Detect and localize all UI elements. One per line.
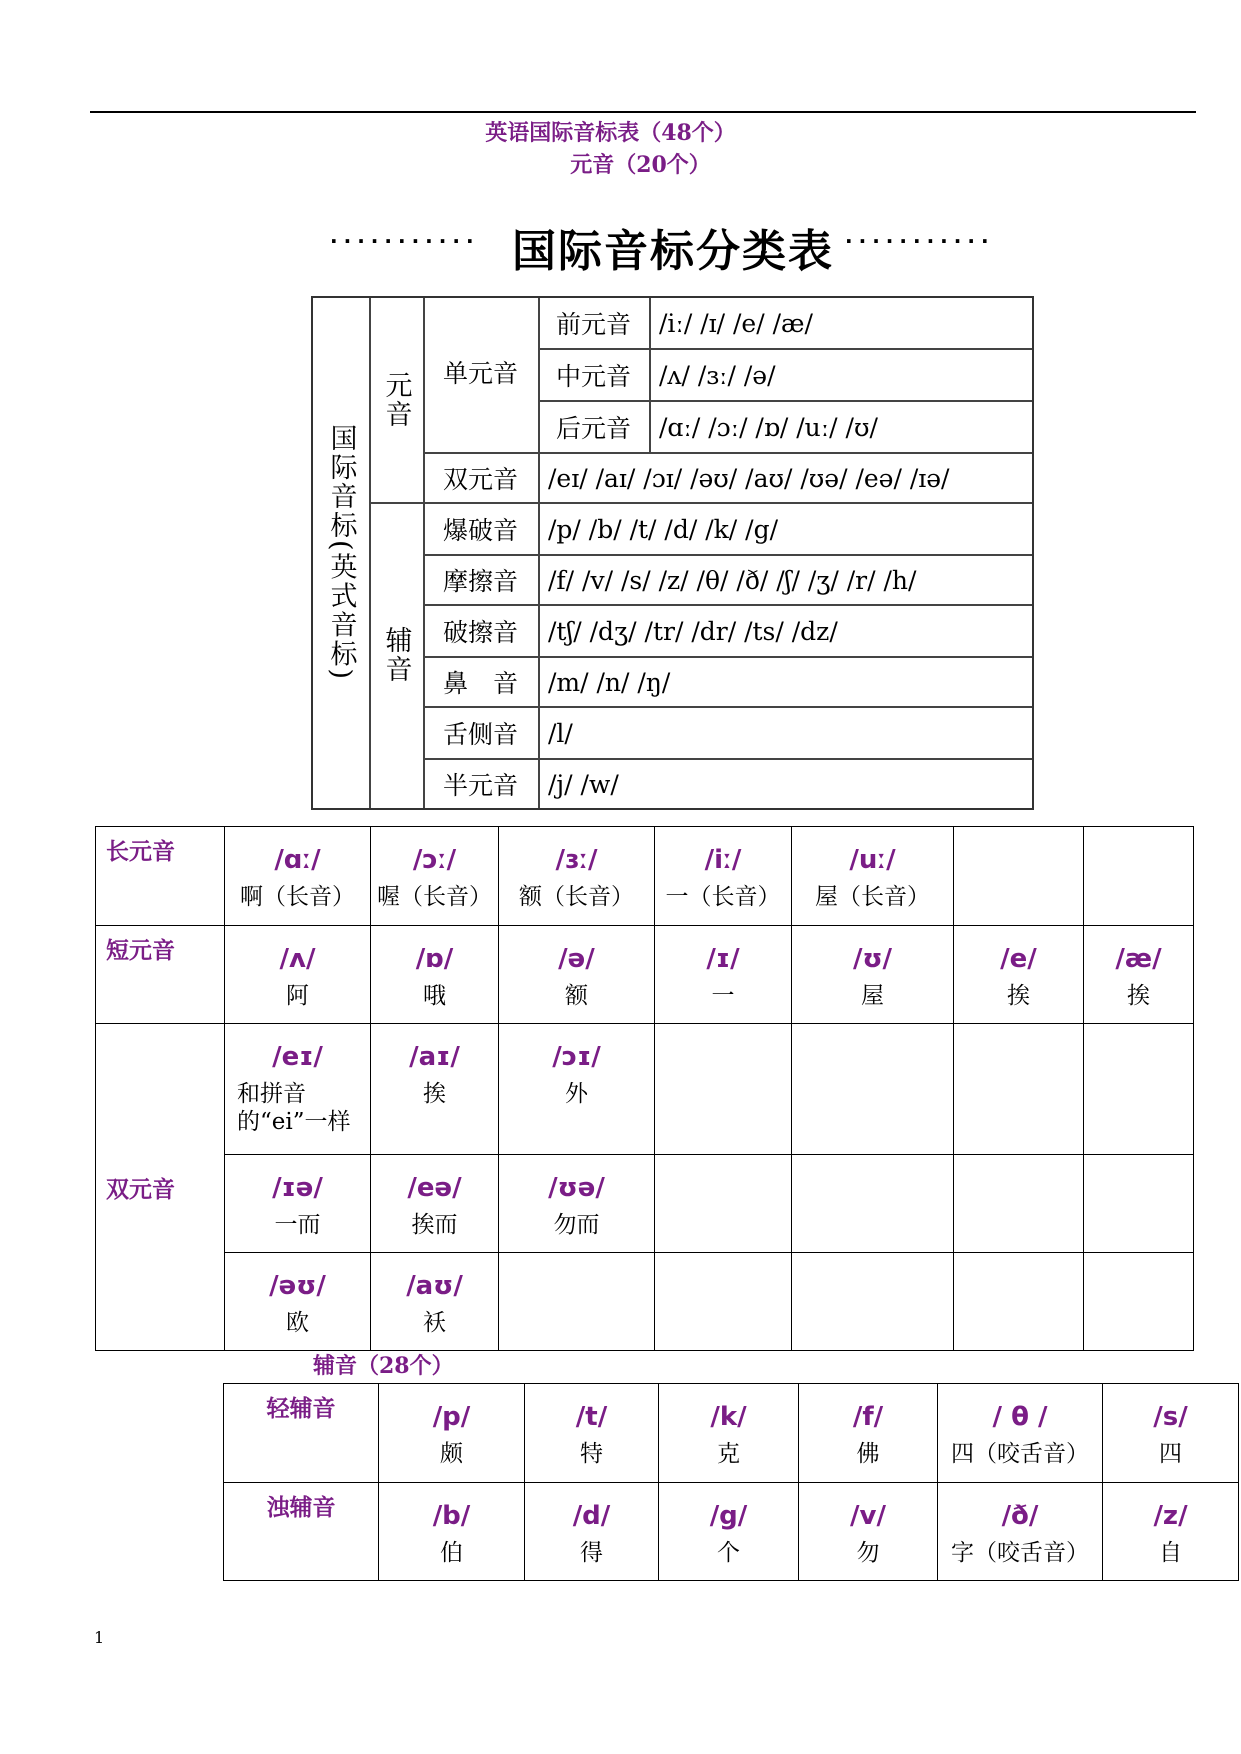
empty-cell	[1084, 1253, 1194, 1351]
voiceless-row	[224, 1384, 1239, 1483]
title-dots-right: ···········	[845, 229, 995, 253]
voiced-row	[224, 1483, 1239, 1581]
diphthong-cell	[225, 1253, 371, 1351]
ipa-symbol: /ɪə/	[272, 1173, 323, 1203]
page-number: 1	[94, 1628, 105, 1647]
ipa-symbol: /ɜː/	[555, 845, 598, 875]
ipa-symbol: /z/	[1153, 1501, 1188, 1531]
empty-cell	[954, 1155, 1084, 1253]
group-vowel: 元音	[380, 371, 412, 429]
class-value-fricative: /f/ /v/ /s/ /z/ /θ/ /ð/ /ʃ/ /ʒ/ /r/ /h/	[548, 565, 917, 595]
class-label-fricative: 摩擦音	[442, 567, 518, 596]
short-vowel-label: 短元音	[96, 926, 225, 1024]
class-value-central: /ʌ/ /ɜː/ /ə/	[659, 360, 776, 390]
ipa-symbol: /ʊ/	[852, 944, 893, 974]
ipa-symbol: /ʌ/	[279, 944, 316, 974]
pronunciation-hint: 喔（长音）	[377, 884, 492, 910]
classification-title: 国际音标分类表	[512, 226, 834, 277]
empty-cell	[1084, 827, 1194, 926]
diphthong-cell	[371, 1253, 499, 1351]
ipa-symbol: /v/	[850, 1501, 886, 1531]
ipa-symbol: /t/	[575, 1402, 608, 1432]
short-vowel-cell	[499, 926, 655, 1024]
consonant-cell	[799, 1384, 938, 1483]
pronunciation-hint: 外	[565, 1081, 588, 1107]
class-label-back: 后元音	[555, 414, 631, 443]
short-vowel-cell	[954, 926, 1084, 1024]
pronunciation-hint: 特	[580, 1441, 603, 1467]
long-vowel-label: 长元音	[96, 827, 225, 926]
vowel-table	[95, 826, 1194, 1351]
pronunciation-hint: 克	[717, 1441, 740, 1467]
empty-cell	[1084, 1024, 1194, 1155]
diphthong-cell	[499, 1024, 655, 1155]
empty-cell	[655, 1155, 792, 1253]
pronunciation-hint: 一而	[274, 1212, 321, 1238]
pronunciation-hint: 挨	[1127, 983, 1150, 1009]
voiceless-label: 轻辅音	[224, 1384, 379, 1483]
ipa-symbol: /ɒ/	[415, 944, 454, 974]
ipa-symbol: /ə/	[558, 944, 595, 974]
short-vowel-cell	[792, 926, 954, 1024]
class-value-nasal: /m/ /n/ /ŋ/	[548, 667, 671, 697]
empty-cell	[792, 1024, 954, 1155]
consonant-cell	[938, 1483, 1103, 1581]
class-value-semivowel: /j/ /w/	[548, 769, 619, 799]
short-vowel-cell	[1084, 926, 1194, 1024]
ipa-symbol: /aʊ/	[406, 1271, 463, 1301]
ipa-symbol: /ɑː/	[274, 845, 321, 875]
empty-cell	[792, 1155, 954, 1253]
short-vowel-cell	[371, 926, 499, 1024]
ipa-symbol: /iː/	[704, 845, 742, 875]
diphthong-row	[96, 1155, 1194, 1253]
pronunciation-hint: 勿	[856, 1540, 880, 1566]
ipa-symbol: /f/	[852, 1402, 884, 1432]
class-value-plosive: /p/ /b/ /t/ /d/ /k/ /g/	[548, 514, 779, 544]
diphthong-row	[96, 1253, 1194, 1351]
empty-cell	[954, 827, 1084, 926]
empty-cell	[1084, 1155, 1194, 1253]
pronunciation-hint: 字（咬舌音）	[951, 1540, 1089, 1566]
top-rule	[90, 111, 1196, 113]
ipa-symbol: /d/	[572, 1501, 611, 1531]
consonant-cell	[379, 1483, 525, 1581]
pronunciation-hint: 欧	[286, 1310, 309, 1336]
group-consonant: 辅音	[380, 626, 412, 684]
diphthong-cell	[371, 1155, 499, 1253]
ipa-symbol: /ɪ/	[706, 944, 740, 974]
ipa-symbol: /g/	[709, 1501, 748, 1531]
consonant-cell	[799, 1483, 938, 1581]
pronunciation-hint: 屋（长音）	[815, 884, 930, 910]
consonant-cell	[525, 1384, 659, 1483]
long-vowel-cell	[655, 827, 792, 926]
long-vowel-cell	[499, 827, 655, 926]
pronunciation-hint: 得	[580, 1540, 603, 1566]
pronunciation-hint: 挨而	[411, 1212, 458, 1238]
pronunciation-hint: 啊（长音）	[240, 884, 355, 910]
long-vowel-cell	[225, 827, 371, 926]
pronunciation-hint: 颇	[440, 1441, 463, 1467]
pronunciation-hint: 和拼音的“ei”一样	[237, 1081, 351, 1135]
pronunciation-hint: 一	[711, 983, 735, 1009]
pronunciation-hint: 佛	[856, 1441, 880, 1467]
ipa-symbol: /p/	[432, 1402, 471, 1432]
pronunciation-hint: 一（长音）	[665, 884, 781, 910]
ipa-symbol: /ʊə/	[548, 1173, 605, 1203]
pronunciation-hint: 袄	[423, 1310, 446, 1336]
empty-cell	[655, 1253, 792, 1351]
class-value-back: /ɑː/ /ɔː/ /ɒ/ /uː/ /ʊ/	[659, 412, 878, 442]
consonant-cell	[659, 1384, 799, 1483]
consonant-cell	[659, 1483, 799, 1581]
class-label-semivowel: 半元音	[442, 771, 518, 800]
short-vowel-row	[96, 926, 1194, 1024]
long-vowel-cell	[371, 827, 499, 926]
pronunciation-hint: 挨	[1007, 983, 1030, 1009]
pronunciation-hint: 额	[565, 983, 588, 1009]
class-label-plosive: 爆破音	[442, 516, 518, 545]
long-vowel-cell	[792, 827, 954, 926]
root-label: 国际音标(英式音标)	[325, 424, 357, 682]
class-label-nasal: 鼻 音	[442, 669, 518, 698]
short-vowel-cell	[655, 926, 792, 1024]
class-label-affricate: 破擦音	[442, 618, 518, 647]
classification-chart	[311, 296, 1034, 810]
ipa-symbol: /b/	[432, 1501, 471, 1531]
pronunciation-hint: 自	[1159, 1540, 1182, 1566]
pronunciation-hint: 额（长音）	[519, 884, 634, 910]
empty-cell	[499, 1253, 655, 1351]
class-label-central: 中元音	[555, 362, 631, 391]
empty-cell	[655, 1024, 792, 1155]
title-dots-left: ···········	[330, 229, 480, 253]
ipa-symbol: /əʊ/	[269, 1271, 326, 1301]
class-label-front: 前元音	[555, 310, 631, 339]
pronunciation-hint: 屋	[861, 983, 884, 1009]
ipa-symbol: /ɔː/	[412, 845, 457, 875]
diphthong-cell	[225, 1024, 371, 1155]
ipa-symbol: /k/	[710, 1402, 747, 1432]
pronunciation-hint: 四	[1159, 1441, 1182, 1467]
pronunciation-hint: 个	[717, 1540, 740, 1566]
diphthong-cell	[499, 1155, 655, 1253]
class-value-diph: /eɪ/ /aɪ/ /ɔɪ/ /əʊ/ /aʊ/ /ʊə/ /eə/ /ɪə/	[548, 463, 950, 493]
ipa-symbol: /eə/	[407, 1173, 462, 1203]
pronunciation-hint: 哦	[423, 983, 446, 1009]
class-value-front: /iː/ /ɪ/ /e/ /æ/	[659, 308, 813, 338]
ipa-symbol: /e/	[1000, 944, 1037, 974]
mono-label: 单元音	[442, 359, 518, 388]
pronunciation-hint: 阿	[286, 983, 309, 1009]
empty-cell	[954, 1024, 1084, 1155]
pronunciation-hint: 四（咬舌音）	[951, 1441, 1089, 1467]
ipa-symbol: /uː/	[849, 845, 896, 875]
class-value-affricate: /tʃ/ /dʒ/ /tr/ /dr/ /ts/ /dz/	[548, 616, 838, 646]
ipa-symbol: / θ /	[992, 1402, 1048, 1432]
class-label-lateral: 舌侧音	[442, 720, 518, 749]
empty-cell	[792, 1253, 954, 1351]
consonant-cell	[379, 1384, 525, 1483]
classification-title-bar	[320, 215, 1020, 275]
consonants-heading: 辅音（28个）	[313, 1353, 454, 1379]
empty-cell	[954, 1253, 1084, 1351]
page-title: 英语国际音标表（48个）	[485, 120, 736, 146]
class-value-lateral: /l/	[548, 718, 573, 748]
diphthong-label: 双元音	[96, 1024, 225, 1351]
class-label-diph: 双元音	[442, 465, 518, 494]
consonant-cell	[1103, 1384, 1239, 1483]
voiced-label: 浊辅音	[224, 1483, 379, 1581]
consonant-cell	[525, 1483, 659, 1581]
pronunciation-hint: 伯	[440, 1540, 463, 1566]
diphthong-row	[96, 1024, 1194, 1155]
consonant-cell	[1103, 1483, 1239, 1581]
long-vowel-row	[96, 827, 1194, 926]
diphthong-cell	[371, 1024, 499, 1155]
short-vowel-cell	[225, 926, 371, 1024]
vowels-heading: 元音（20个）	[570, 152, 711, 178]
ipa-symbol: /s/	[1153, 1402, 1188, 1432]
ipa-symbol: /ð/	[1001, 1501, 1039, 1531]
diphthong-cell	[225, 1155, 371, 1253]
ipa-symbol: /aɪ/	[409, 1042, 460, 1072]
ipa-symbol: /eɪ/	[272, 1042, 323, 1072]
ipa-symbol: /ɔɪ/	[552, 1042, 601, 1072]
ipa-symbol: /æ/	[1115, 944, 1162, 974]
pronunciation-hint: 挨	[423, 1081, 446, 1107]
consonant-cell	[938, 1384, 1103, 1483]
pronunciation-hint: 勿而	[553, 1212, 600, 1238]
consonant-table	[223, 1383, 1239, 1581]
